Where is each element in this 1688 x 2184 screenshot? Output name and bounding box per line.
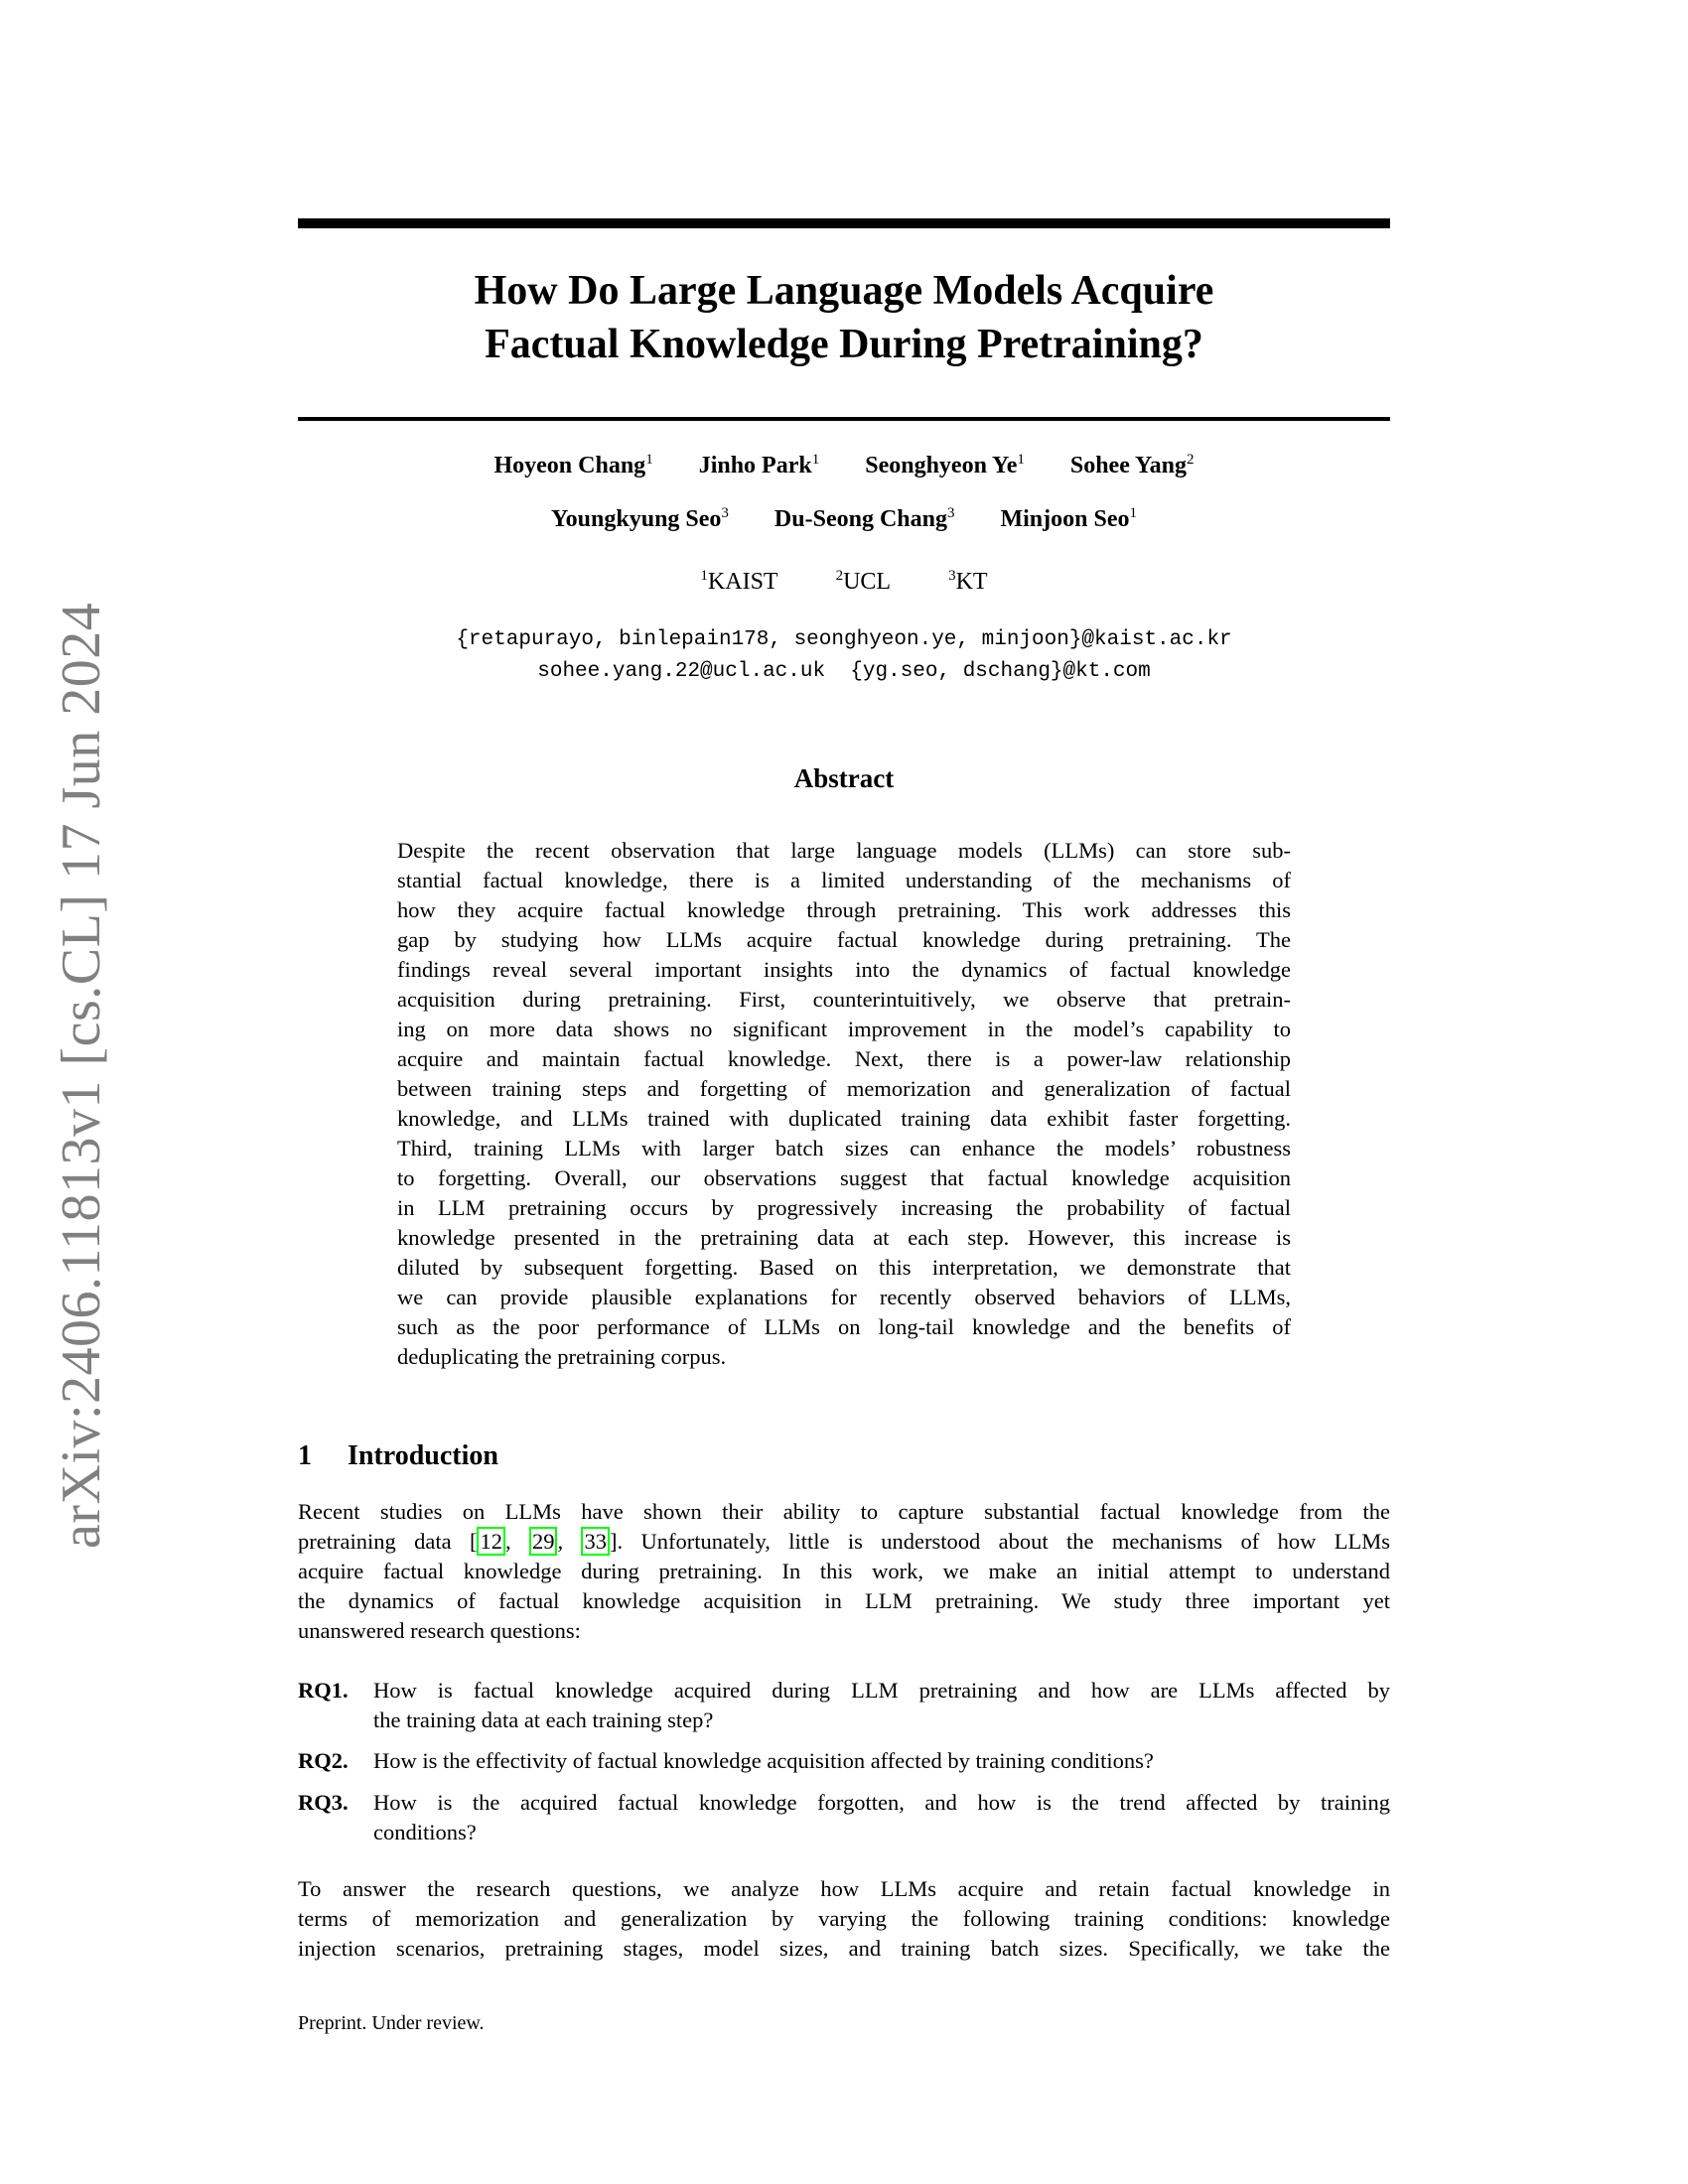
body-line: unanswered research questions: (298, 1618, 581, 1643)
email-line-1: {retapurayo, binlepain178, seonghyeon.ye, minjoon}@kaist.ac.kr (456, 628, 1232, 651)
title-bottom-rule (298, 417, 1390, 421)
abstract-line: such as the poor performance of LLMs on long-tail knowledge and the benefits of (397, 1314, 1291, 1339)
author: Jinho Park$^1$ (698, 452, 820, 478)
rq3-label: RQ3. (298, 1790, 349, 1815)
body-line: injection scenarios, pretraining stages, model sizes, and training batch sizes. Specifically, we take the (298, 1936, 1390, 1961)
body-line: Recent studies on LLMs have shown their ability to capture substantial factual knowledge from the (298, 1499, 1390, 1524)
affiliation: $^3$KT (948, 568, 988, 595)
rq1-label: RQ1. (298, 1678, 349, 1703)
rq2-text: How is the effectivity of factual knowledge acquisition affected by training conditions? (373, 1748, 1154, 1773)
abstract-line: how they acquire factual knowledge through pretraining. This work addresses this (397, 897, 1291, 922)
citation-link[interactable]: 33 (581, 1527, 610, 1556)
abstract-line: ing on more data shows no significant improvement in the model’s capability to (397, 1017, 1291, 1041)
section-number: 1 (298, 1440, 312, 1471)
affiliation: $^1$KAIST (700, 568, 778, 595)
affiliation: $^2$UCL (835, 568, 892, 595)
affiliation-marker: 2 (1187, 452, 1195, 468)
body-line-with-citations: pretraining data [ 12 , 29 , 33 ]. Unfortunately, little is understood about the mechanisms of how LLMs (298, 1529, 1391, 1554)
rq3-text: How is the acquired factual knowledge forgotten, and how is the trend affected by training (373, 1790, 1390, 1815)
abstract-line: in LLM pretraining occurs by progressively increasing the probability of factual (397, 1195, 1291, 1220)
abstract-line: stantial factual knowledge, there is a limited understanding of the mechanisms of (397, 868, 1291, 892)
affiliation-marker: 1 (1129, 505, 1137, 521)
affiliation-marker: 3 (946, 505, 955, 521)
author-row-1 (298, 451, 1390, 480)
citation-link[interactable]: 29 (529, 1527, 558, 1556)
abstract-heading: Abstract (793, 763, 895, 793)
abstract-line: deduplicating the pretraining corpus. (397, 1344, 727, 1369)
abstract-line: Third, training LLMs with larger batch sizes can enhance the models’ robustness (397, 1136, 1291, 1160)
abstract-line: acquire and maintain factual knowledge. Next, there is a power-law relationship (397, 1046, 1291, 1071)
email-line-2: sohee.yang.22@ucl.ac.uk {yg.seo, dschang}@kt.com (537, 660, 1151, 683)
affiliations (298, 567, 1390, 597)
author: Minjoon Seo$^1$ (1000, 505, 1137, 532)
paper-title-line-1: How Do Large Language Models Acquire (474, 268, 1214, 314)
rq1-text: the training data at each training step? (373, 1707, 714, 1732)
author: Hoyeon Chang$^1$ (493, 452, 653, 478)
affiliation-marker: 3 (721, 505, 729, 521)
abstract-line: knowledge, and LLMs trained with duplicated training data exhibit faster forgetting. (397, 1106, 1291, 1131)
abstract-line: diluted by subsequent forgetting. Based on this interpretation, we demonstrate that (397, 1255, 1291, 1280)
author: Du-Seong Chang$^3$ (774, 505, 955, 532)
abstract-line: acquisition during pretraining. First, counterintuitively, we observe that pretrain- (397, 987, 1291, 1012)
rq3-text: conditions? (373, 1820, 477, 1844)
title-top-rule (298, 218, 1390, 228)
affiliation-marker: 1 (811, 452, 820, 468)
author: Youngkyung Seo$^3$ (551, 505, 729, 532)
body-line: terms of memorization and generalization by varying the following training conditions: knowledge (298, 1906, 1390, 1931)
abstract-line: Despite the recent observation that large language models (LLMs) can store sub- (397, 838, 1291, 863)
abstract-line: we can provide plausible explanations for recently observed behaviors of LLMs, (397, 1285, 1291, 1309)
author-row-2 (298, 504, 1390, 534)
abstract-line: knowledge presented in the pretraining data at each step. However, this increase is (397, 1225, 1291, 1250)
author: Sohee Yang$^2$ (1069, 452, 1195, 478)
arxiv-identifier-stamp[interactable]: arXiv:2406.11813v1 [cs.CL] 17 Jun 2024 (51, 602, 112, 1549)
body-line: acquire factual knowledge during pretraining. In this work, we make an initial attempt to understand (298, 1559, 1390, 1583)
preprint-footnote: Preprint. Under review. (298, 2012, 485, 2034)
affiliation-marker: 1 (1017, 452, 1025, 468)
paper-title-line-2: Factual Knowledge During Pretraining? (485, 322, 1203, 367)
body-line: To answer the research questions, we analyze how LLMs acquire and retain factual knowledge in (298, 1876, 1390, 1901)
abstract-line: between training steps and forgetting of memorization and generalization of factual (397, 1076, 1291, 1101)
rq1-text: How is factual knowledge acquired during LLM pretraining and how are LLMs affected by (373, 1678, 1390, 1703)
abstract-line: to forgetting. Overall, our observations suggest that factual knowledge acquisition (397, 1165, 1291, 1190)
abstract-line: gap by studying how LLMs acquire factual knowledge during pretraining. The (397, 927, 1291, 952)
section-title: Introduction (348, 1440, 498, 1471)
abstract-line: findings reveal several important insights into the dynamics of factual knowledge (397, 957, 1291, 982)
author: Seonghyeon Ye$^1$ (865, 452, 1025, 478)
body-line: the dynamics of factual knowledge acquisition in LLM pretraining. We study three important yet (298, 1588, 1390, 1613)
section-heading-introduction (298, 1439, 498, 1473)
rq2-label: RQ2. (298, 1748, 349, 1773)
citation-link[interactable]: 12 (477, 1527, 505, 1556)
affiliation-marker: 1 (645, 452, 653, 468)
